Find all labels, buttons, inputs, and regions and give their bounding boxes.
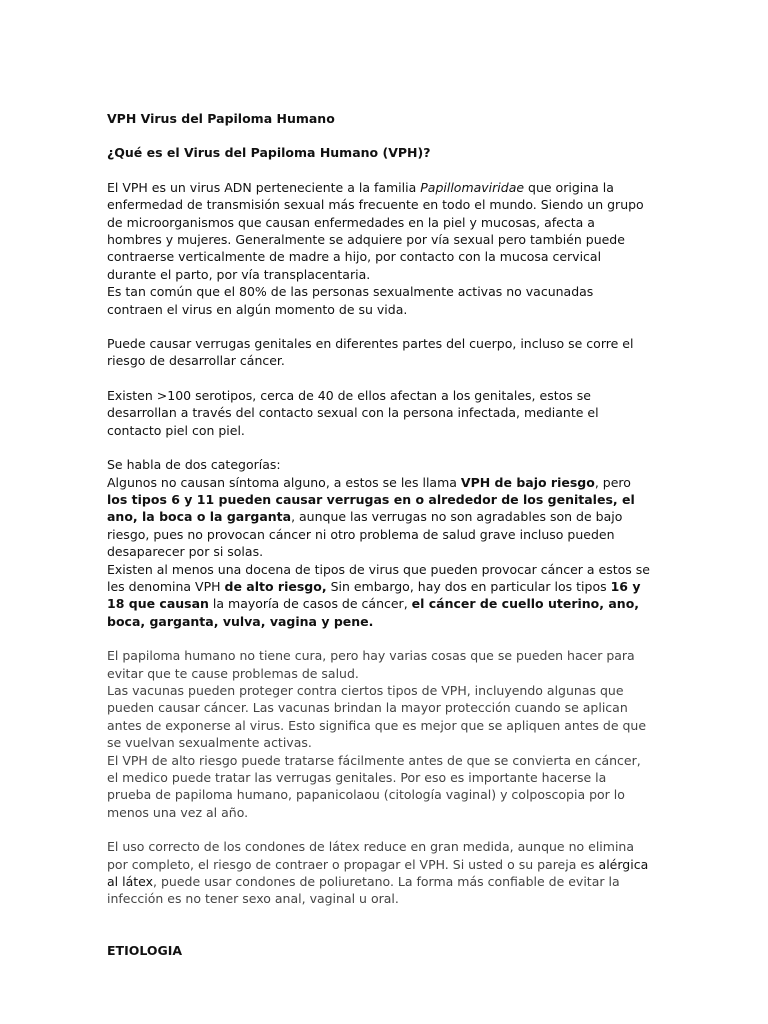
paragraph-no-cure: El papiloma humano no tiene cura, pero hay varias cosas que se pueden hacer para evitar que te cause problemas de salud. xyxy=(107,648,635,681)
section-heading-etiologia: ETIOLOGIA xyxy=(107,942,183,958)
paragraph-low-risk xyxy=(107,474,652,561)
condoms-text-c: , puede usar condones de poliuretano. La forma más confiable de evitar la infección es no tener sexo anal, vaginal u oral. xyxy=(107,874,620,907)
high-risk-text-a: Existen al menos una docena de tipos de virus que pueden provocar cáncer a estos se les denomina VPH xyxy=(107,561,650,594)
paragraph-condoms xyxy=(107,838,652,908)
paragraph-serotypes: Existen >100 serotipos, cerca de 40 de ellos afectan a los genitales, estos se desarrollan a través del contacto sexual con la persona infectada, mediante el contacto piel con piel. xyxy=(107,387,599,438)
paragraph-intro-text-a: El VPH es un virus ADN perteneciente a la familia xyxy=(107,179,421,195)
document-page xyxy=(107,110,652,959)
condoms-text-a: El uso correcto de los condones de látex reduce en gran medida, aunque no elimina por completo, el riesgo de contraer o propagar el VPH. Si usted o su pareja es xyxy=(107,839,635,872)
low-risk-text-c: , pero xyxy=(594,474,631,490)
paragraph-intro-text-c: que origina la enfermedad de transmisión sexual más frecuente en todo el mundo. Siendo un grupo de microorganismos que causan enfermedades en la piel y mucosas, afecta a hombres y mujeres. Generalmente se adquiere por vía sexual pero también puede contraerse verticalmente de madre a hijo, por contacto con la mucosa cervical durante el parto, por vía transplacentaria. xyxy=(107,179,644,282)
prevention-section xyxy=(107,647,652,821)
question-heading: ¿Qué es el Virus del Papiloma Humano (VPH)? xyxy=(107,145,431,161)
low-risk-text-a: Algunos no causan síntoma alguno, a estos se les llama xyxy=(107,474,461,490)
high-risk-text-e: la mayoría de casos de cáncer, xyxy=(208,596,412,612)
paragraph-intro xyxy=(107,179,652,283)
document-title: VPH Virus del Papiloma Humano xyxy=(107,111,335,126)
high-risk-bold-c: el cáncer de cuello uterino, ano, boca, garganta, vulva, vagina y pene. xyxy=(107,596,640,629)
paragraph-treatment: El VPH de alto riesgo puede tratarse fácilmente antes de que se convierta en cáncer, el medico puede tratar las verrugas genitales. Por eso es importante hacerse la prueba de papiloma humano, papanicolaou (citología vaginal) y colposcopia por lo menos una vez al año. xyxy=(107,752,641,820)
paragraph-intro-italic: Papillomaviridae xyxy=(420,179,525,195)
high-risk-bold-a: de alto riesgo, xyxy=(224,578,327,594)
low-risk-bold-b: los tipos 6 y 11 pueden causar verrugas en o alrededor de los genitales, el ano, la boca o la garganta xyxy=(107,491,635,525)
low-risk-bold-a: VPH de bajo riesgo xyxy=(460,474,595,490)
low-risk-text-e: , aunque las verrugas no son agradables son de bajo riesgo, pues no provocan cáncer ni otro problema de salud grave incluso pueden desaparecer por si solas. xyxy=(107,509,623,560)
paragraph-warts: Puede causar verrugas genitales en diferentes partes del cuerpo, incluso se corre el riesgo de desarrollar cáncer. xyxy=(107,336,634,369)
high-risk-bold-b: 16 y 18 que causan xyxy=(107,578,641,612)
condoms-highlight: alérgica al látex xyxy=(107,856,649,890)
paragraph-vaccines: Las vacunas pueden proteger contra ciertos tipos de VPH, incluyendo algunas que pueden causar cáncer. Las vacunas brindan la mayor protección cuando se aplican antes de exponerse al virus. Esto significa que es mejor que se apliquen antes de que se vuelvan sexualmente activas. xyxy=(107,682,647,751)
paragraph-categories-intro: Se habla de dos categorías: xyxy=(107,457,281,473)
paragraph-prevalence: Es tan común que el 80% de las personas sexualmente activas no vacunadas contraen el virus en algún momento de su vida. xyxy=(107,284,594,317)
paragraph-high-risk xyxy=(107,561,652,631)
high-risk-text-c: Sin embargo, hay dos en particular los tipos xyxy=(326,578,611,594)
